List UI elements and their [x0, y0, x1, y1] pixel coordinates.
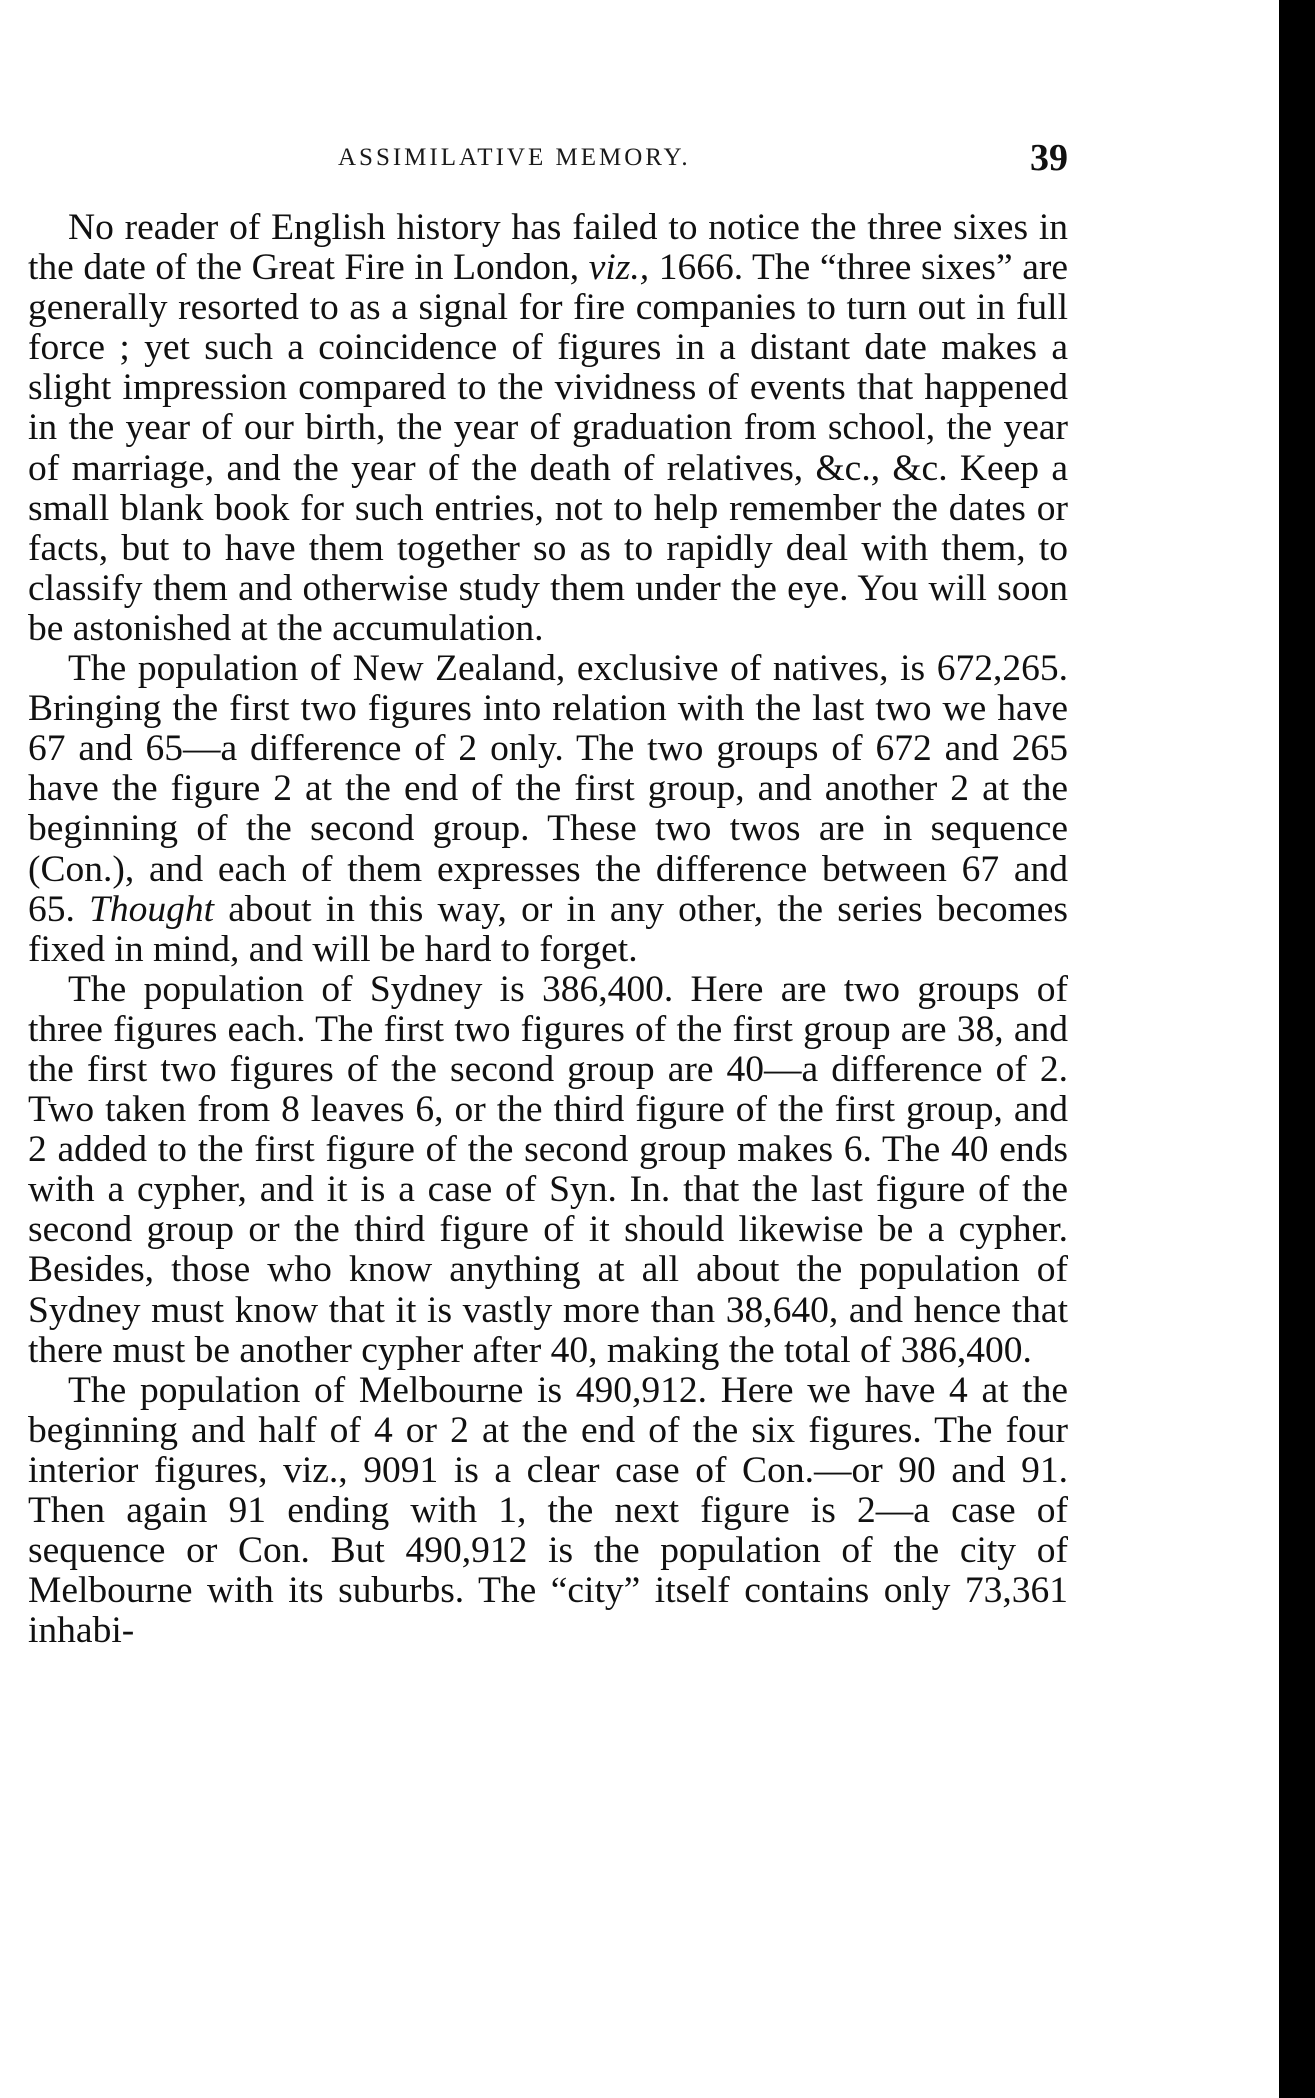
paragraph-melbourne [28, 1371, 1068, 1652]
text-segment: 1666. The “three sixes” are generally resorted to as a signal for fire companies to turn out in full force ; yet such a coincidence of figures in a distant date makes a slight impression compared to the vividness of events that happened in the year of our birth, the year of graduation from school, the year of marriage, and the year of the death of relatives, &c., &c. Keep a small blank book for such entries, not to help remember the dates or facts, but to have them together so as to rapidly deal with them, to classify them and otherwise study them under the eye. You will soon be astonished at the accumulation. [28, 247, 1068, 649]
paragraph-sydney [28, 970, 1068, 1371]
text-segment: about in this way, or in any other, the series becomes fixed in mind, and will be hard to forget. [28, 888, 1068, 970]
text-segment-italic: Thought [89, 888, 215, 930]
running-title: ASSIMILATIVE MEMORY. [338, 144, 691, 171]
page-number: 39 [1030, 137, 1068, 179]
text-segment: No reader of English history has failed to notice the three sixes in the date of the Great Fire in London, [28, 207, 1068, 289]
paragraph-great-fire [28, 208, 1068, 649]
text-segment: The population of New Zealand, exclusive of natives, is 672,265. Bringing the first two figures into relation with the last two we have 67 and 65—a difference of 2 only. The two groups of 672 and 265 have the figure 2 at the end of the first group, and another 2 at the beginning of the second group. These two twos are in sequence (Con.), and each of them expresses the difference between 67 and 65. [28, 648, 1068, 930]
paragraph-new-zealand [28, 649, 1068, 970]
text-segment: The population of Melbourne is 490,912. Here we have 4 at the beginning and half of 4 or 2 at the end of the six figures. The four interior figures, viz., 9091 is a clear case of Con.—or 90 and 91. Then again 91 ending with 1, the next figure is 2—a case of sequence or Con. But 490,912 is the population of the city of Melbourne with its suburbs. The “city” itself contains only 73,361 inhabi- [28, 1369, 1068, 1652]
page-header [28, 136, 1068, 186]
text-segment: The population of Sydney is 386,400. Here are two groups of three figures each. The first two figures of the first group are 38, and the first two figures of the second group are 40—a difference of 2. Two taken from 8 leaves 6, or the third figure of the first group, and 2 added to the first figure of the second group makes 6. The 40 ends with a cypher, and it is a case of Syn. In. that the last figure of the second group or the third figure of it should likewise be a cypher. Besides, those who know anything at all about the population of Sydney must know that it is vastly more than 38,640, and hence that there must be another cypher after 40, making the total of 386,400. [28, 968, 1068, 1371]
body-text [28, 208, 1068, 1651]
page-edge-shadow [1279, 0, 1315, 2098]
text-segment-italic: viz., [588, 247, 650, 289]
